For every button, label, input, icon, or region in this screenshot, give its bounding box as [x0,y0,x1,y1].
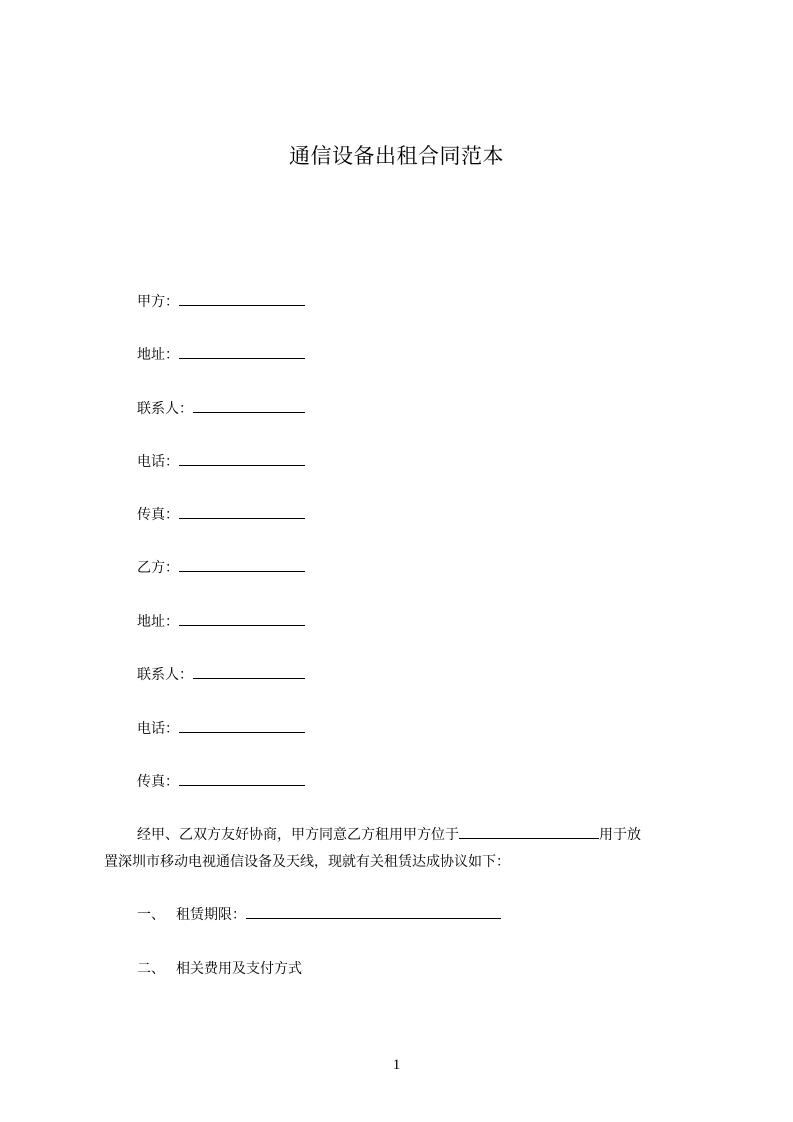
intro-text-before-blank: 经甲、乙双方友好协商，甲方同意乙方租用甲方位于 [137,827,459,843]
party-b-contact-blank[interactable] [193,664,305,679]
party-a-fax-label: 传真： [137,507,179,523]
intro-text-line-2: 置深圳市移动电视通信设备及天线，现就有关租赁达成协议如下： [104,854,510,870]
party-a-name-field [137,291,305,312]
party-a-address-blank[interactable] [179,344,305,359]
party-a-contact-label: 联系人： [137,401,193,417]
section-label: 租赁期限： [176,907,246,923]
party-b-address-blank[interactable] [179,611,305,626]
party-b-phone-label: 电话： [137,721,179,737]
section-fees-payment [137,959,302,979]
page-number: 1 [392,1057,401,1073]
party-b-address-label: 地址： [137,614,179,630]
party-b-address-field [137,611,305,632]
party-b-fax-blank[interactable] [179,771,305,786]
party-a-address-label: 地址： [137,347,179,363]
section-lease-term [137,904,501,925]
party-a-name-label: 甲方： [137,294,179,310]
document-title: 通信设备出租合同范本 [289,144,504,168]
party-a-name-blank[interactable] [179,291,305,306]
party-b-phone-blank[interactable] [179,718,305,733]
party-b-name-field [137,557,305,578]
intro-location-blank[interactable] [459,824,599,839]
party-b-contact-label: 联系人： [137,667,193,683]
party-b-fax-field [137,771,305,792]
party-a-address-field [137,344,305,365]
intro-paragraph-line-1 [104,824,704,845]
party-a-phone-blank[interactable] [179,451,305,466]
party-b-contact-field [137,664,305,685]
section-number: 二、 [137,961,165,977]
party-a-phone-field [137,451,305,472]
party-a-phone-label: 电话： [137,454,179,470]
section-label: 相关费用及支付方式 [176,961,302,977]
party-b-fax-label: 传真： [137,774,179,790]
party-b-name-label: 乙方： [137,560,179,576]
intro-paragraph-line-2 [104,852,704,872]
intro-text-after-blank: 用于放 [599,827,641,843]
party-b-phone-field [137,718,305,739]
party-a-contact-field [137,398,305,419]
party-a-fax-blank[interactable] [179,504,305,519]
party-a-contact-blank[interactable] [193,398,305,413]
lease-term-blank[interactable] [246,904,501,919]
party-a-fax-field [137,504,305,525]
section-number: 一、 [137,907,165,923]
party-b-name-blank[interactable] [179,557,305,572]
